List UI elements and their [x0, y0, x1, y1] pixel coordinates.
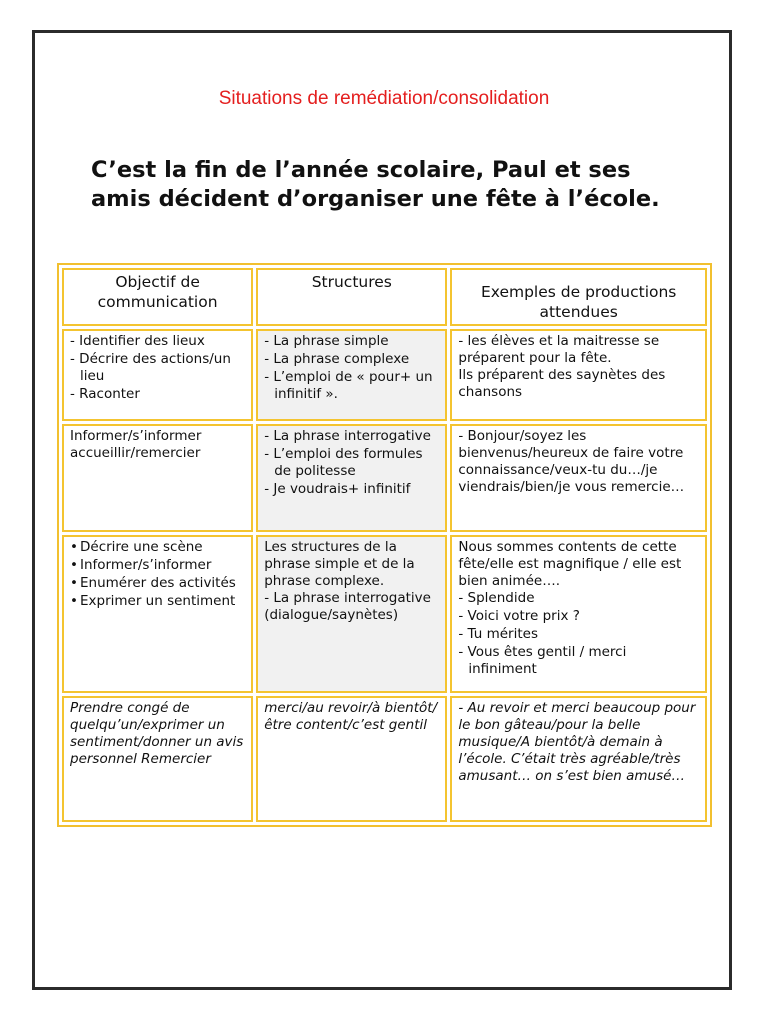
cell-exemples	[450, 424, 707, 532]
list-item: - L’emploi des formules de politesse	[264, 446, 439, 480]
list-item: • Informer/s’informer	[70, 557, 245, 574]
list-item: - Vous êtes gentil / merci infiniment	[458, 644, 699, 678]
objective-text: Informer/s’informer accueillir/remercier	[70, 428, 202, 461]
list-item: - Tu mérites	[458, 626, 699, 643]
header-structures: Structures	[256, 268, 447, 326]
example-text: - Au revoir et merci beaucoup pour le bon gâteau/pour la belle musique/A bientôt/à demain à l’école. C’était très agréable/très amusant… on s’est bien amusé…	[458, 700, 696, 784]
table-row	[62, 424, 707, 532]
list-item: - L’emploi de « pour+ un infinitif ».	[264, 369, 439, 403]
example-text: - Bonjour/soyez les bienvenus/heureux de faire votre connaissance/veux-tu du…/je viendrais/bien/je vous remercie…	[458, 428, 685, 495]
intro-paragraph: C’est la fin de l’année scolaire, Paul et ses amis décident d’organiser une fête à l’école.	[91, 157, 660, 212]
list-item: - Identifier des lieux	[70, 333, 245, 350]
list-item: - Voici votre prix ?	[458, 608, 699, 625]
example-text: - les élèves et la maitresse se préparent pour la fête.	[458, 333, 660, 366]
cell-exemples	[450, 535, 707, 693]
table-row	[62, 696, 707, 822]
cell-exemples	[450, 696, 707, 822]
table-row	[62, 535, 707, 693]
list-item: - Je voudrais+ infinitif	[264, 481, 439, 498]
list-item: - Raconter	[70, 386, 245, 403]
structure-text: merci/au revoir/à bientôt/être content/c’est gentil	[264, 700, 438, 733]
example-text: Nous sommes contents de cette fête/elle est magnifique / elle est bien animée….	[458, 539, 682, 589]
list-item: - La phrase simple	[264, 333, 439, 350]
cell-structures	[256, 535, 447, 693]
cell-structures	[256, 424, 447, 532]
objectives-table	[57, 263, 712, 827]
structure-text: - La phrase interrogative (dialogue/saynètes)	[264, 590, 431, 623]
page-title: Situations de remédiation/consolidation	[218, 88, 550, 109]
list-item: - La phrase complexe	[264, 351, 439, 368]
cell-objectif	[62, 696, 253, 822]
header-objectif: Objectif de communication	[62, 268, 253, 326]
structure-text: Les structures de la phrase simple et de la phrase complexe.	[264, 539, 415, 589]
header-exemples: Exemples de productions attendues	[450, 268, 707, 326]
cell-objectif	[62, 535, 253, 693]
list-item: • Exprimer un sentiment	[70, 593, 245, 610]
cell-structures	[256, 329, 447, 421]
cell-structures	[256, 696, 447, 822]
table-header-row	[62, 268, 707, 326]
list-item: - La phrase interrogative	[264, 428, 439, 445]
cell-objectif	[62, 329, 253, 421]
cell-exemples	[450, 329, 707, 421]
list-item: • Décrire une scène	[70, 539, 245, 556]
list-item: - Splendide	[458, 590, 699, 607]
list-item: • Enumérer des activités	[70, 575, 245, 592]
example-text: Ils préparent des saynètes des chansons	[458, 367, 666, 400]
table-row	[62, 329, 707, 421]
list-item: - Décrire des actions/un lieu	[70, 351, 245, 385]
cell-objectif	[62, 424, 253, 532]
objective-text: Prendre congé de quelqu’un/exprimer un sentiment/donner un avis personnel Remercier	[70, 700, 244, 767]
